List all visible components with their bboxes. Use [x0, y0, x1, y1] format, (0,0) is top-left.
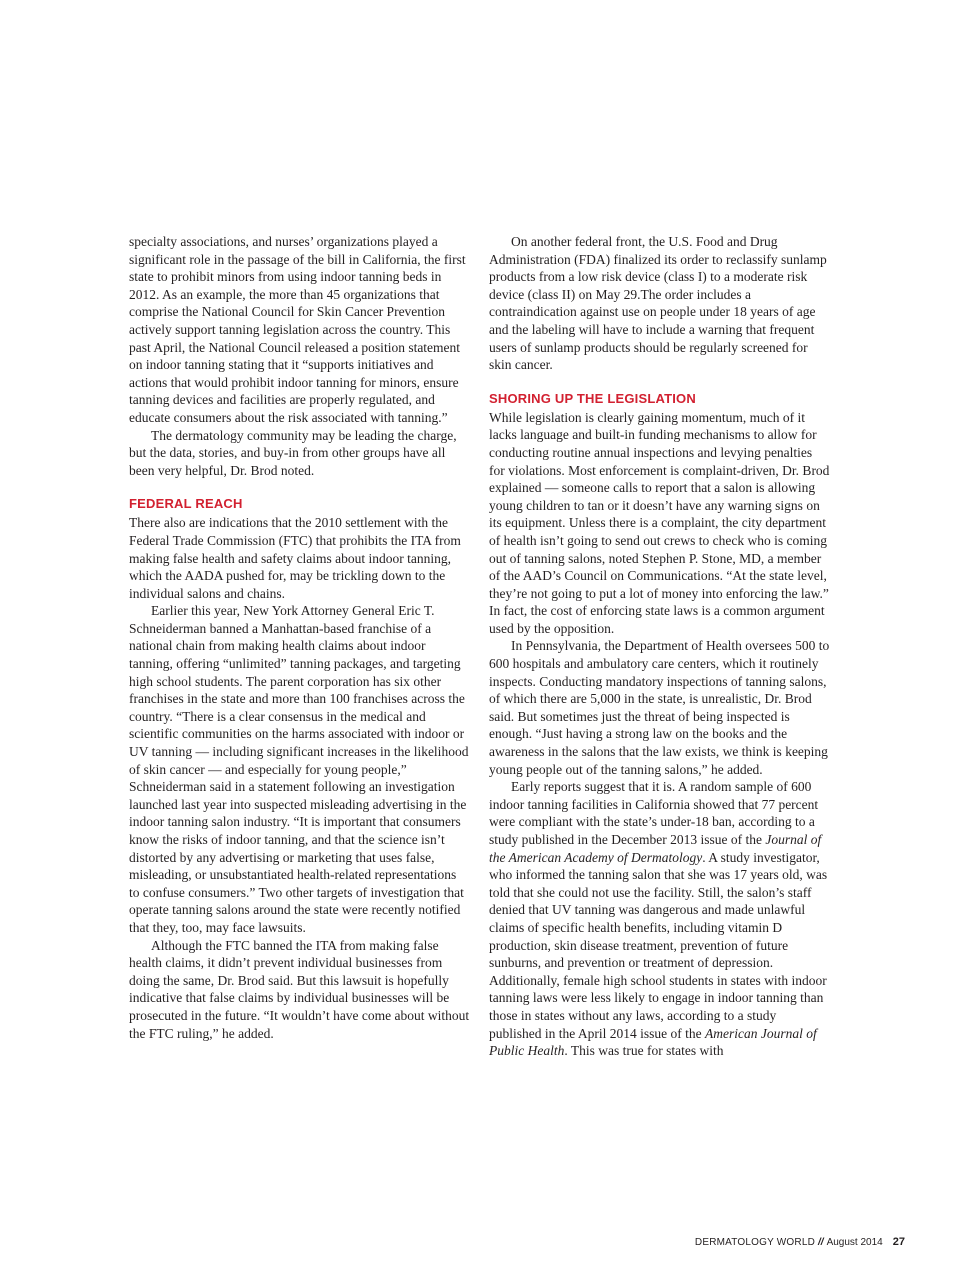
journal-title: American Journal of Public Health [489, 1025, 817, 1059]
page-footer [690, 1236, 905, 1248]
body-paragraph: On another federal front, the U.S. Food and Drug Administration (FDA) finalized its order to reclassify sunlamp products from a low risk device (class I) to a moderate risk device (class II) on May 29.The order includes a contraindication against use on people under 18 years of age and the labeling will have to include a warning that frequent users of sunlamp products should be regularly screened for skin cancer. [489, 234, 827, 373]
body-paragraph: There also are indications that the 2010 settlement with the Federal Trade Commission (FTC) that prohibits the ITA from making false health and safety claims about indoor tanning, which the AADA pushed for, may be trickling down to the individual salons and chains. [129, 515, 461, 601]
section-heading-shoring-up: SHORING UP THE LEGISLATION [489, 390, 696, 406]
footer-separator: // [818, 1237, 824, 1248]
paragraph-text: . A study investigator, who informed the tanning salon that she was 17 years old, was told that she could not use the facility. Still, the salon’s staff denied that UV tanning was dangerous and made unlawful claims of specific health benefits, including vitamin D production, skin disease treatment, prevention of future sunburns, and prevention or treatment of depression. Additionally, female high school students in states with indoor tanning laws were less likely to engage in indoor tanning than those in states without any laws, according to a study published in the April 2014 issue of the [489, 849, 828, 1041]
paragraph-text: Early reports suggest that it is. A random sample of 600 indoor tanning facilities in California showed that 77 percent were compliant with the state’s under-18 ban, according to a study published in the December 2013 issue of the [489, 779, 819, 847]
body-paragraph [489, 778, 830, 1060]
body-paragraph: Earlier this year, New York Attorney General Eric T. Schneiderman banned a Manhattan-based franchise of a national chain from making health claims about indoor tanning, offering “unlimited” tanning packages, and targeting high school students. The parent corporation has six other franchises in the state and more than 100 franchises across the country. “There is a clear consensus in the medical and scientific communities on the harms associated with indoor or UV tanning — including significant increases in the likelihood of skin cancer — and especially for young people,” Schneiderman said in a statement following an investigation launched last year into suspected misleading advertising in the indoor tanning salon industry. “It is important that consumers know the risks of indoor tanning, and that the science isn’t distorted by any advertising or marketing that uses false, misleading, or unsubstantiated health-related representations to confuse consumers.” Two other targets of investigation that operate tanning salons around the state were recently notified that they, too, may face lawsuits. [129, 603, 469, 935]
body-paragraph: Although the FTC banned the ITA from making false health claims, it didn’t prevent individual businesses from doing the same, Dr. Brod said. But this lawsuit is hopefully indicative that false claims by individual businesses will be prosecuted in the future. “It wouldn’t have come about without the FTC ruling,” he added. [129, 937, 470, 1041]
issue-date: August 2014 [826, 1237, 883, 1248]
left-column [129, 233, 470, 1042]
journal-title: Journal of the American Academy of Dermatology [489, 832, 822, 865]
body-paragraph: In Pennsylvania, the Department of Health oversees 500 to 600 hospitals and ambulatory care centers, which it routinely inspects. Conducting mandatory inspections of tanning salons, of which there are 5,000 in the state, is unrealistic, Dr. Brod said. But sometimes just the threat of being inspected is enough. “Just having a strong law on the books and the awareness in the salons that the law exists, we think is keeping young people out of the tanning salons,” he added. [489, 638, 830, 777]
body-paragraph: specialty associations, and nurses’ organizations played a significant role in the passage of the bill in California, the first state to prohibit minors from using indoor tanning beds in 2012. As an example, the more than 45 organizations that comprise the National Council for Skin Cancer Prevention actively support tanning legislation across the country. This past April, the National Council released a position statement on indoor tanning stating that it “supports initiatives and actions that would prohibit indoor tanning for minors, ensure tanning devices and facilities are properly regulated, and educate consumers about the risk associated with tanning.” [129, 234, 466, 425]
paragraph-text: . This was true for states with [564, 1043, 724, 1059]
right-column [489, 233, 830, 1060]
section-heading-federal-reach: FEDERAL REACH [129, 496, 243, 512]
publication-name: DERMATOLOGY WORLD [694, 1237, 816, 1248]
body-paragraph: The dermatology community may be leading the charge, but the data, stories, and buy-in from other groups have all been very helpful, Dr. Brod noted. [129, 427, 457, 478]
body-paragraph: While legislation is clearly gaining momentum, much of it lacks language and built-in funding mechanisms to allow for conducting routine annual inspections and levying penalties for violations. Most enforcement is complaint-driven, Dr. Brod explained — someone calls to report that a salon is allowing young children to tan or it doesn’t have any warning signs on its equipment. Unless there is a complaint, the city department of health isn’t going to send out crews to check who is coming out of tanning salons, noted Stephen P. Stone, MD, a member of the AAD’s Council on Communications. “At the state level, they’re not going to put a lot of money into enforcing the law.” In fact, the cost of enforcing state laws is a common argument used by the opposition. [489, 409, 830, 636]
page-number: 27 [892, 1236, 905, 1248]
